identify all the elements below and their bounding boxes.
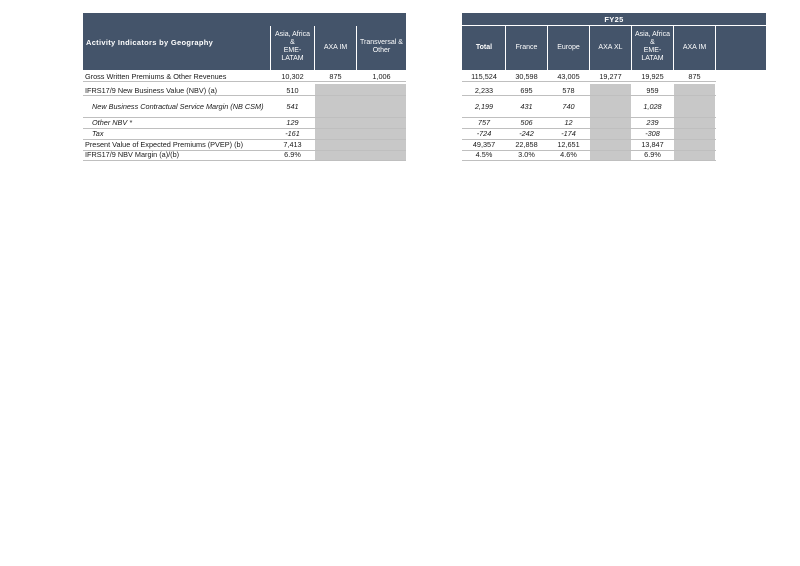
row-rule xyxy=(462,81,716,82)
column-header-axa-im: AXA IM xyxy=(682,44,707,51)
cell: 22,858 xyxy=(515,140,538,149)
row-rule xyxy=(83,160,406,161)
cell: 578 xyxy=(562,86,575,95)
column-header-transversal: Transversal & Other xyxy=(360,39,403,54)
cell: 115,524 xyxy=(471,72,497,81)
column-header-total: Total xyxy=(475,44,493,51)
cell: 510 xyxy=(286,86,299,95)
column-header-axa-im: AXA IM xyxy=(323,44,348,51)
cell: 10,302 xyxy=(281,72,304,81)
cell: 959 xyxy=(646,86,659,95)
cell: 3.0% xyxy=(518,150,535,159)
row-label-tax: Tax xyxy=(92,129,104,138)
row-label-nbv-margin: IFRS17/9 NBV Margin (a)/(b) xyxy=(85,150,180,159)
cell: 13,847 xyxy=(641,140,664,149)
right-header-divider xyxy=(715,26,716,70)
cell: 875 xyxy=(688,72,701,81)
column-header-asia: Asia, Africa & EME- LATAM xyxy=(634,31,670,62)
cell: 239 xyxy=(646,118,659,127)
cell: 129 xyxy=(286,118,299,127)
cell: 49,357 xyxy=(472,140,496,149)
cell: 1,006 xyxy=(372,72,391,81)
row-rule xyxy=(83,95,406,96)
row-label-nb-csm: New Business Contractual Service Margin (NB CSM) xyxy=(92,102,264,111)
row-label-pvep: Present Value of Expected Premiums (PVEP) (b) xyxy=(85,140,244,149)
cell: 30,598 xyxy=(515,72,538,81)
cell: 19,277 xyxy=(599,72,622,81)
row-rule xyxy=(83,81,406,82)
cell: -174 xyxy=(561,129,576,138)
cell: 757 xyxy=(477,118,491,127)
column-header-asia: Asia, Africa & EME- LATAM xyxy=(274,31,310,62)
cell: -308 xyxy=(645,129,660,138)
cell: 4.5% xyxy=(475,150,493,159)
period-underline xyxy=(462,25,766,26)
cell: 7,413 xyxy=(283,140,302,149)
cell: 695 xyxy=(520,86,533,95)
cell: -242 xyxy=(519,129,534,138)
row-label-other-nbv: Other NBV * xyxy=(92,118,133,127)
column-header-france: France xyxy=(515,44,538,51)
cell: 6.9% xyxy=(644,150,661,159)
row-rule xyxy=(462,95,716,96)
cell: -161 xyxy=(285,129,300,138)
cell: 4.6% xyxy=(560,150,577,159)
table-title: Activity Indicators by Geography xyxy=(86,38,214,47)
cell: 875 xyxy=(329,72,342,81)
row-label-nbv: IFRS17/9 New Business Value (NBV) (a) xyxy=(85,86,218,95)
cell: 740 xyxy=(562,102,575,111)
cell: 541 xyxy=(286,102,299,111)
row-label-gwp: Gross Written Premiums & Other Revenues xyxy=(85,72,227,81)
cell: 506 xyxy=(520,118,533,127)
period-label: FY25 xyxy=(604,15,624,24)
column-header-axa-xl: AXA XL xyxy=(598,44,623,51)
cell: 12 xyxy=(564,118,573,127)
row-rule xyxy=(462,160,716,161)
cell: 12,651 xyxy=(557,140,580,149)
cell: 19,925 xyxy=(641,72,664,81)
cell: 2,199 xyxy=(474,102,494,111)
cell: 1,028 xyxy=(643,102,662,111)
cell: 2,233 xyxy=(474,86,494,95)
cell: 43,005 xyxy=(557,72,580,81)
column-header-europe: Europe xyxy=(557,44,580,51)
cell: 431 xyxy=(520,102,533,111)
cell: -724 xyxy=(476,129,492,138)
row-rule xyxy=(83,128,406,129)
cell: 6.9% xyxy=(284,150,301,159)
